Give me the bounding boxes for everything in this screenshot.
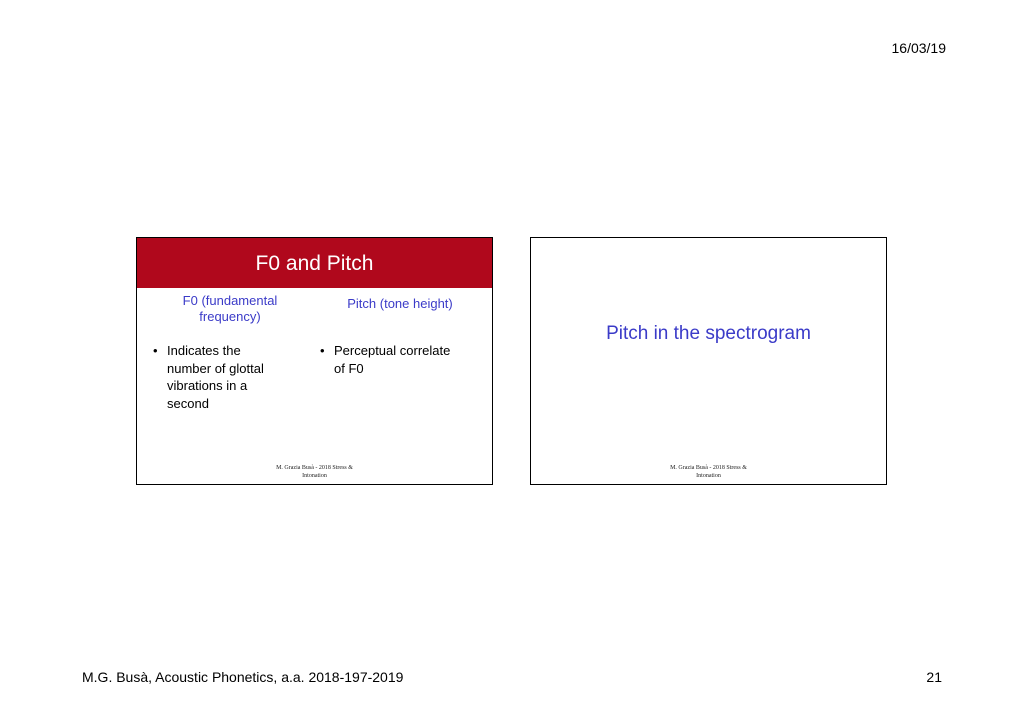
slide-footer-line: M. Grazia Busà - 2018 Stress & [276, 465, 353, 471]
slide-footer-note [531, 464, 886, 480]
page-date: 16/03/19 [891, 40, 946, 56]
page-number: 21 [926, 669, 942, 685]
bullet-line: number of glottal [167, 360, 264, 376]
bullet-line: vibrations in a [167, 378, 248, 393]
column-heading-f0 [165, 293, 295, 325]
bullet-item-pitch [320, 342, 480, 377]
course-footer: M.G. Busà, Acoustic Phonetics, a.a. 2018-197-2019 [82, 669, 404, 685]
column-heading-line: frequency) [199, 309, 261, 324]
bullet-line: of F0 [334, 360, 364, 376]
slide-footer-line: Intonation [696, 473, 721, 479]
slide-thumbnail-pitch-spectrogram [530, 237, 887, 485]
bullet-line: second [167, 395, 209, 411]
bullet-dot-icon: • [153, 343, 158, 358]
bullet-item-f0 [153, 342, 293, 412]
column-heading-line: F0 (fundamental [182, 293, 278, 308]
bullet-line: Indicates the [167, 343, 241, 358]
bullet-dot-icon: • [320, 343, 325, 358]
slide-title: F0 and Pitch [137, 238, 492, 288]
column-heading-pitch: Pitch (tone height) [347, 296, 453, 311]
slide-title: Pitch in the spectrogram [606, 323, 811, 344]
bullet-line: Perceptual correlate [334, 343, 451, 358]
slide-footer-note [137, 464, 492, 480]
slide-footer-line: M. Grazia Busà - 2018 Stress & [670, 465, 747, 471]
slide-footer-line: Intonation [302, 473, 327, 479]
slide-thumbnail-f0-and-pitch [136, 237, 493, 485]
